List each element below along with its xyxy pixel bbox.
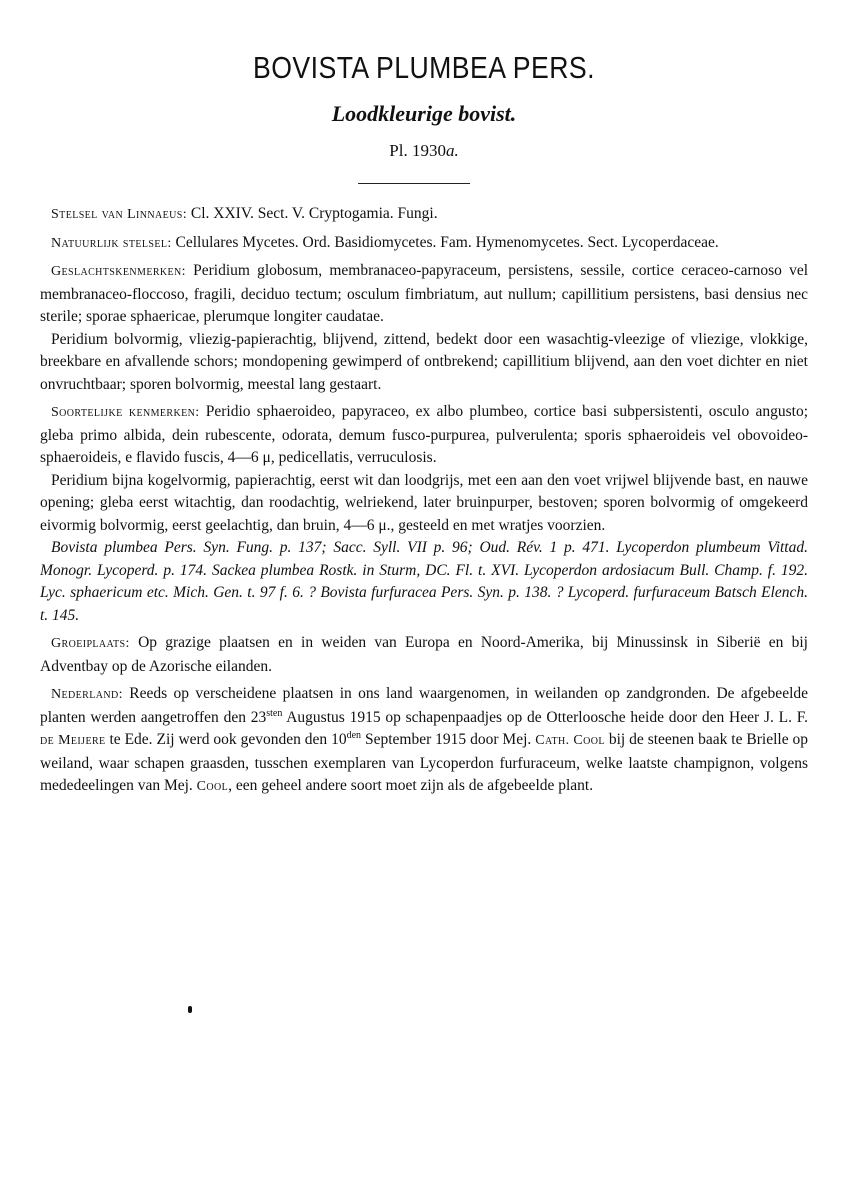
collector-name-2: Cath. Cool: [535, 733, 605, 748]
genus-latin-section: [40, 260, 808, 329]
netherlands-text-4: September 1915 door Mej.: [361, 731, 536, 748]
linnaeus-section: [40, 203, 808, 227]
genus-latin-text: Peridium globosum, membranaceo-papyraceum, persistens, sessile, cortice ceraceo-carnoso vel membranaceo-floccoso, fragili, deciduo tectum; osculum fimbriatum, aut nullum; capillitium persistens, basi densius nec sterile; sporae sphaericae, plerumque longiter caudatae.: [40, 262, 809, 325]
netherlands-text-1: Reeds op verscheidene plaatsen in ons land waargenomen, in weilanden op zandgronden. De afgebeelde planten werden aangetroffen den 23: [40, 685, 809, 726]
title-divider: [358, 183, 470, 184]
genus-label: Geslachtskenmerken:: [51, 264, 186, 279]
dutch-name: Loodkleurige bovist.: [331, 101, 517, 126]
natural-system-label: Natuurlijk stelsel:: [51, 235, 172, 251]
species-latin-text: Peridio sphaeroideo, papyraceo, ex albo plumbeo, cortice basi subpersistenti, osculo angusto; gleba primo albida, dein rubescente, odorata, demum fusco-purpurea, pulverulenta; sporis sphaeroideis vel obovoideo-sphaeroideis, e flavido fuscis, 4—6 μ, pedicellatis, verruculosis.: [40, 403, 808, 466]
synonyms-section: Bovista plumbea Pers. Syn. Fung. p. 137; Sacc. Syll. VII p. 96; Oud. Rév. 1 p. 471. Lycoperdon plumbeum Vittad. Monogr. Lycoperd. p. 174. Sackea plumbea Rostk. in Sturm, DC. Fl. t. XVI. Lycoperdon ardosiacum Bull. Champ. f. 192. Lyc. sphaericum etc. Mich. Gen. t. 97 f. 6. ? Bovista furfuracea Pers. Syn. p. 138. ? Lycoperd. furfuraceum Batsch Elench. t. 145.: [40, 539, 808, 624]
plate-number: [40, 141, 808, 161]
habitat-label: Groeiplaats:: [51, 636, 130, 651]
genus-dutch-section: Peridium bolvormig, vliezig-papierachtig, blijvend, zittend, bedekt door een wasachtig-vleezige of vliezige, vlokkige, breekbare en afvallende schors; mondopening gewimperd of ontbrekend; capillitium blijvend, aan den voet dichter en niet onvruchtbaar; sporen bolvormig, meestal lang gestaart.: [40, 330, 808, 393]
netherlands-text-2: Augustus 1915 op schapenpaadjes op de Otterloosche heide door den Heer J. L. F.: [282, 708, 808, 726]
natural-system-text: Cellulares Mycetes. Ord. Basidiomycetes. Fam. Hymenomycetes. Sect. Lycoperdaceae.: [175, 233, 719, 251]
page-title: BOVISTA PLUMBEA PERS.: [253, 50, 595, 85]
habitat-text: Op grazige plaatsen en in weiden van Europa en Noord-Amerika, bij Minussinsk in Siberië en bij Adventbay op de Azorische eilanden.: [40, 634, 808, 675]
plate-number-suffix: a.: [445, 141, 459, 160]
species-dutch-section: Peridium bijna kogelvormig, papierachtig, eerst wit dan loodgrijs, met een aan den voet vrijwel blijvende bast, en nauwe opening; gleba eerst witachtig, dan roodachtig, welriekend, later bruinpurper, bestoven; sporen bolvormig of omgekeerd eivormig bolvormig, eerst geelachtig, dan bruin, 4—6 μ., gesteeld en met wratjes voorzien.: [40, 471, 808, 534]
natural-system-section: [40, 232, 808, 256]
netherlands-label: Nederland:: [51, 687, 123, 702]
netherlands-text-3: te Ede. Zij werd ook gevonden den 10: [105, 731, 347, 748]
netherlands-sup-2: den: [346, 729, 362, 741]
species-label: Soortelijke kenmerken:: [51, 405, 200, 420]
netherlands-sup-1: sten: [266, 707, 283, 719]
linnaeus-text: Cl. XXIV. Sect. V. Cryptogamia. Fungi.: [190, 205, 438, 222]
ink-speck: [188, 1006, 192, 1013]
netherlands-text-5: bij de steenen baak te Brielle op weiland, waar schapen graasden, tusschen exemplaren van Lycoperdon furfuraceum, welke laatste champignon, volgens mededeelingen van Mej.: [40, 731, 809, 794]
netherlands-section: [40, 683, 808, 799]
collector-name-1: de Meijere: [40, 733, 106, 748]
plate-number-prefix: Pl. 1930: [389, 141, 446, 160]
netherlands-text-6: , een geheel andere soort moet zijn als de afgebeelde plant.: [228, 777, 594, 794]
document-body: [40, 203, 808, 804]
linnaeus-label: Stelsel van Linnaeus:: [51, 207, 187, 222]
habitat-section: [40, 632, 808, 678]
collector-name-3: Cool: [196, 779, 229, 794]
species-latin-section: [40, 401, 808, 470]
